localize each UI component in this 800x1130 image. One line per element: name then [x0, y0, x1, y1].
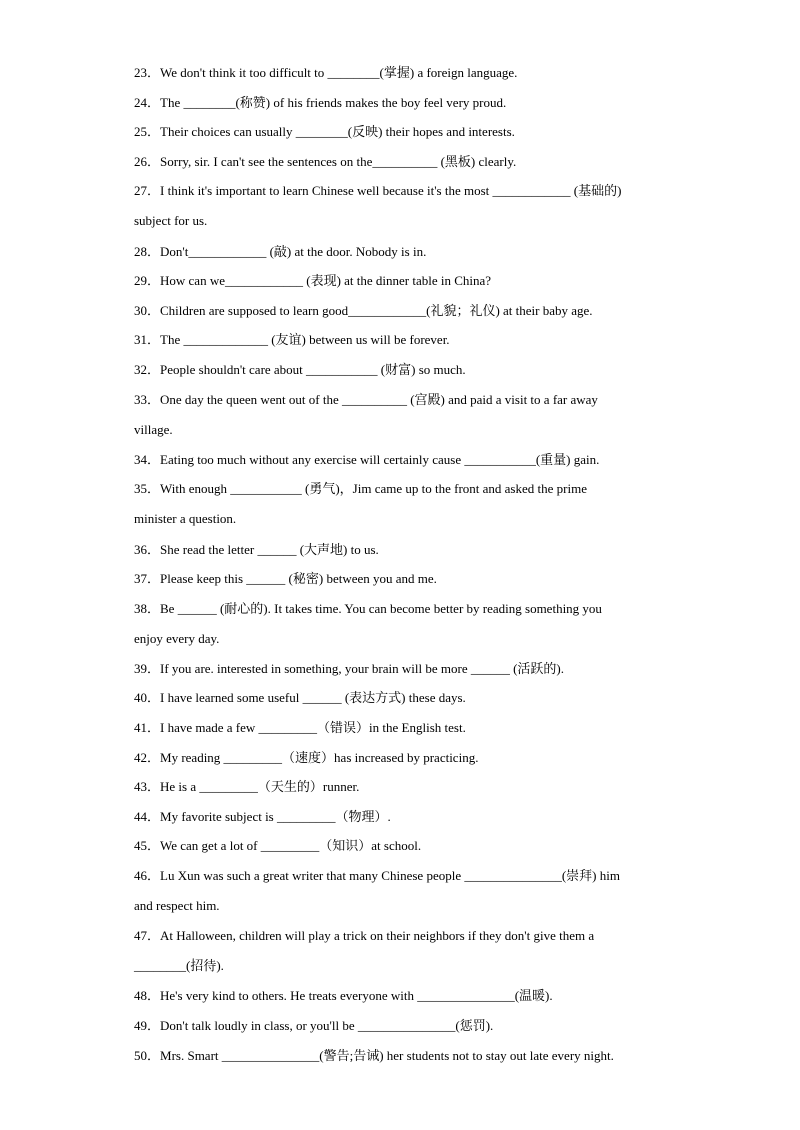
question-text: We can get a lot of _________（知识）at school. [160, 838, 422, 854]
question-text: One day the queen went out of the __________ (宫殿) and paid a visit to a far away [160, 391, 598, 407]
question-item [134, 831, 674, 861]
question-number: 26． [134, 153, 161, 169]
question-text: How can we____________ (表现) at the dinner table in China? [160, 273, 492, 289]
question-text: With enough ___________ (勇气)，Jim came up to the front and asked the prime [160, 481, 587, 497]
question-text-continued: ________(招待). [134, 958, 224, 974]
question-item [134, 147, 674, 177]
question-text: Children are supposed to learn good____________(礼貌；礼仪) at their baby age. [160, 302, 593, 318]
question-number: 47． [134, 928, 161, 944]
question-number: 49． [134, 1018, 161, 1033]
question-text: Their choices can usually ________(反映) their hopes and interests. [160, 124, 515, 140]
question-item [134, 981, 674, 1011]
question-item [134, 802, 674, 832]
question-text-continued: village. [134, 421, 173, 437]
question-item [134, 266, 674, 296]
question-number: 40． [134, 690, 161, 706]
question-item [134, 355, 674, 385]
question-number: 31． [134, 332, 161, 348]
question-item [134, 474, 674, 534]
question-item [134, 237, 674, 267]
question-text: Mrs. Smart _______________(警告;告诫) her students not to stay out late every night. [160, 1047, 614, 1063]
question-item [134, 594, 674, 654]
question-number: 46． [134, 868, 161, 884]
question-text: I think it's important to learn Chinese well because it's the most ____________ (基础的) [160, 183, 622, 199]
question-number: 30． [134, 302, 161, 318]
question-item [134, 58, 674, 88]
question-item [134, 296, 674, 326]
question-number: 24． [134, 94, 161, 110]
question-list [134, 58, 674, 1070]
question-number: 42． [134, 749, 161, 765]
question-text: Please keep this ______ (秘密) between you and me. [160, 571, 437, 587]
question-number: 35． [134, 481, 161, 497]
question-number: 27． [134, 183, 161, 199]
question-text-continued: enjoy every day. [134, 630, 220, 646]
question-item [134, 385, 674, 445]
question-text-continued: subject for us. [134, 213, 208, 229]
question-number: 41． [134, 720, 161, 736]
question-number: 48． [134, 988, 161, 1004]
question-number: 34． [134, 451, 161, 467]
question-text: She read the letter ______ (大声地) to us. [160, 541, 379, 557]
question-item [134, 713, 674, 743]
question-item [134, 325, 674, 355]
question-text: We don't think it too difficult to ________(掌握) a foreign language. [160, 65, 518, 80]
question-item [134, 535, 674, 565]
question-text: My reading _________（速度）has increased by practicing. [160, 749, 479, 765]
question-item [134, 654, 674, 684]
question-item [134, 743, 674, 773]
question-text-continued: and respect him. [134, 898, 220, 914]
question-number: 44． [134, 808, 161, 824]
question-text-continued: minister a question. [134, 511, 237, 527]
question-number: 37． [134, 571, 161, 587]
question-number: 38． [134, 600, 161, 616]
question-item [134, 1011, 674, 1041]
question-item [134, 88, 674, 118]
question-text: He is a _________（天生的）runner. [160, 779, 360, 795]
question-item [134, 117, 674, 147]
question-number: 43． [134, 779, 161, 795]
question-text: Don't____________ (敲) at the door. Nobody is in. [160, 243, 427, 259]
question-text: Eating too much without any exercise will certainly cause ___________(重量) gain. [160, 451, 600, 467]
question-text: I have learned some useful ______ (表达方式) these days. [160, 690, 466, 706]
question-number: 36． [134, 541, 161, 557]
question-item [134, 1041, 674, 1071]
question-number: 45． [134, 838, 161, 854]
question-item [134, 176, 674, 236]
question-number: 39． [134, 660, 161, 676]
question-number: 50． [134, 1047, 161, 1063]
question-text: He's very kind to others. He treats everyone with _______________(温暖). [160, 988, 553, 1004]
question-text: Lu Xun was such a great writer that many Chinese people _______________(崇拜) him [160, 868, 620, 884]
question-item [134, 683, 674, 713]
question-text: The ________(称赞) of his friends makes the boy feel very proud. [160, 94, 507, 110]
question-text: Don't talk loudly in class, or you'll be _______________(惩罚). [160, 1018, 494, 1033]
question-number: 29． [134, 273, 161, 289]
question-number: 25． [134, 124, 161, 140]
question-text: If you are. interested in something, your brain will be more ______ (活跃的). [160, 660, 565, 676]
question-text: I have made a few _________（错误）in the English test. [160, 720, 466, 736]
question-item [134, 921, 674, 981]
question-number: 32． [134, 361, 161, 377]
question-number: 23． [134, 65, 161, 80]
question-item [134, 564, 674, 594]
question-item [134, 772, 674, 802]
question-text: The _____________ (友谊) between us will be forever. [160, 332, 450, 348]
question-text: Sorry, sir. I can't see the sentences on the__________ (黑板) clearly. [160, 153, 517, 169]
question-text: My favorite subject is _________（物理）. [160, 808, 391, 824]
question-text: People shouldn't care about ___________ (财富) so much. [160, 361, 466, 377]
question-text: Be ______ (耐心的). It takes time. You can become better by reading something you [160, 600, 602, 616]
question-item [134, 861, 674, 921]
question-number: 33． [134, 391, 161, 407]
question-item [134, 445, 674, 475]
question-number: 28． [134, 243, 161, 259]
question-text: At Halloween, children will play a trick on their neighbors if they don't give them a [160, 928, 595, 944]
